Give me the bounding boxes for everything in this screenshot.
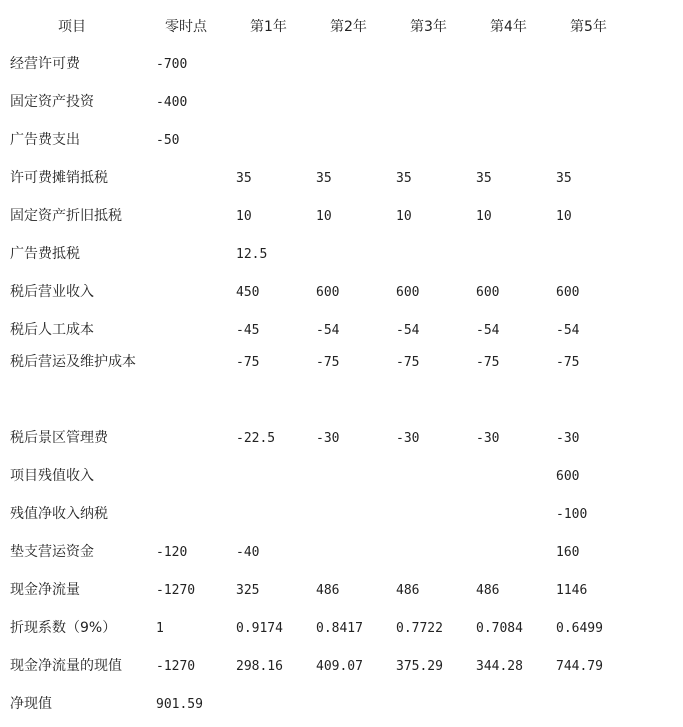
cell-year-0: -50 — [156, 132, 180, 148]
cell-year-3: -75 — [396, 355, 420, 370]
table-row — [0, 273, 683, 311]
cell-year-3 — [388, 235, 468, 273]
cell-year-4: 486 — [476, 582, 500, 598]
cell-year-0: -700 — [156, 56, 188, 72]
cell-year-0: 901.59 — [156, 696, 203, 712]
cell-year-1: 298.16 — [236, 658, 283, 674]
cell-year-5 — [548, 685, 683, 723]
cell-year-5: 600 — [556, 284, 580, 300]
cell-year-3: -54 — [396, 322, 420, 338]
row-label: 广告费抵税 — [10, 246, 80, 262]
cell-year-5: -100 — [556, 506, 588, 522]
row-label: 折现系数（9%） — [10, 620, 117, 636]
cell-year-0 — [148, 457, 228, 495]
header-row — [0, 7, 683, 45]
table-row — [0, 45, 683, 83]
cell-year-3: 600 — [396, 284, 420, 300]
cell-year-2: 10 — [316, 208, 332, 224]
cell-year-2 — [308, 121, 388, 159]
table-row — [0, 419, 683, 457]
cell-year-4 — [468, 685, 548, 723]
header-year-2: 第2年 — [330, 19, 367, 35]
header-year-4: 第4年 — [490, 19, 527, 35]
cell-year-0: -120 — [156, 544, 188, 560]
cell-year-4 — [468, 457, 548, 495]
row-label: 经营许可费 — [10, 56, 80, 72]
cell-year-2 — [308, 495, 388, 533]
cell-year-3 — [388, 45, 468, 83]
cell-year-2 — [308, 533, 388, 571]
cell-year-2 — [308, 457, 388, 495]
cell-year-0 — [148, 197, 228, 235]
cell-year-2: 600 — [316, 284, 340, 300]
cell-year-5: 160 — [556, 544, 580, 560]
cell-year-5: 0.6499 — [556, 620, 603, 636]
table-row — [0, 495, 683, 533]
cell-year-0 — [148, 419, 228, 457]
cell-year-2 — [308, 45, 388, 83]
cell-year-5: 600 — [556, 468, 580, 484]
row-label: 固定资产折旧抵税 — [10, 208, 122, 224]
cell-year-1: -40 — [236, 544, 260, 560]
row-label: 税后景区管理费 — [10, 430, 108, 446]
cell-year-4 — [468, 495, 548, 533]
row-label: 项目残值收入 — [10, 468, 94, 484]
cell-year-4 — [468, 45, 548, 83]
cell-year-2: -54 — [316, 322, 340, 338]
cell-year-3 — [388, 533, 468, 571]
header-item: 项目 — [58, 19, 86, 35]
cell-year-0: 1 — [156, 620, 164, 636]
cell-year-2 — [308, 83, 388, 121]
cell-year-4 — [468, 533, 548, 571]
row-label: 净现值 — [10, 696, 52, 712]
cell-year-4: -75 — [476, 355, 500, 370]
cell-year-1: 35 — [236, 170, 252, 186]
cell-year-1: -75 — [236, 355, 260, 370]
cell-year-2: 0.8417 — [316, 620, 363, 636]
cell-year-4: -30 — [476, 430, 500, 446]
cell-year-1: -45 — [236, 322, 260, 338]
cell-year-0 — [148, 273, 228, 311]
row-label: 残值净收入纳税 — [10, 506, 108, 522]
cell-year-0: -1270 — [156, 582, 196, 598]
table-row — [0, 159, 683, 197]
table-row — [0, 121, 683, 159]
cell-year-0: -400 — [156, 94, 188, 110]
cell-year-5: -54 — [556, 322, 580, 338]
cell-year-3: 35 — [396, 170, 412, 186]
cell-year-5: 1146 — [556, 582, 588, 598]
cell-year-3: -30 — [396, 430, 420, 446]
row-label: 固定资产投资 — [10, 94, 94, 110]
cell-year-4: 35 — [476, 170, 492, 186]
header-year-1: 第1年 — [250, 19, 287, 35]
row-label: 税后营运及维护成本 — [10, 354, 136, 370]
table-row — [0, 235, 683, 273]
cell-year-5: 744.79 — [556, 658, 603, 674]
cell-year-5: 10 — [556, 208, 572, 224]
cell-year-1: -22.5 — [236, 430, 276, 446]
cell-year-1: 10 — [236, 208, 252, 224]
cell-year-3 — [388, 495, 468, 533]
cell-year-2 — [308, 235, 388, 273]
cell-year-1 — [228, 495, 308, 533]
cell-year-3 — [388, 121, 468, 159]
table-row — [0, 647, 683, 685]
cell-year-3 — [388, 457, 468, 495]
table-row — [0, 609, 683, 647]
cell-year-3 — [388, 83, 468, 121]
header-year-0: 零时点 — [165, 19, 207, 35]
cell-year-4: 0.7084 — [476, 620, 523, 636]
table-row — [0, 571, 683, 609]
cell-year-5: -75 — [556, 355, 580, 370]
cash-flow-table — [0, 7, 683, 723]
cell-year-2: -30 — [316, 430, 340, 446]
cell-year-2: 486 — [316, 582, 340, 598]
cell-year-4: 344.28 — [476, 658, 523, 674]
row-label: 税后营业收入 — [10, 284, 94, 300]
cell-year-3: 375.29 — [396, 658, 443, 674]
cell-year-1: 0.9174 — [236, 620, 283, 636]
cell-year-4 — [468, 121, 548, 159]
cell-year-3 — [388, 685, 468, 723]
cell-year-4: 10 — [476, 208, 492, 224]
table-row — [0, 197, 683, 235]
cell-year-3: 10 — [396, 208, 412, 224]
row-label: 许可费摊销抵税 — [10, 170, 108, 186]
cell-year-1: 450 — [236, 284, 260, 300]
cell-year-2: -75 — [316, 355, 340, 370]
cell-year-2: 35 — [316, 170, 332, 186]
cell-year-0 — [148, 349, 228, 419]
cell-year-0: -1270 — [156, 658, 196, 674]
cell-year-5: -30 — [556, 430, 580, 446]
cell-year-5: 35 — [556, 170, 572, 186]
table-row — [0, 83, 683, 121]
table-row — [0, 311, 683, 349]
cell-year-2 — [308, 685, 388, 723]
cell-year-5 — [548, 235, 683, 273]
cell-year-1 — [228, 685, 308, 723]
cell-year-0 — [148, 311, 228, 349]
table-row — [0, 685, 683, 723]
cell-year-1 — [228, 83, 308, 121]
cell-year-1: 12.5 — [236, 246, 268, 262]
header-year-5: 第5年 — [570, 19, 607, 35]
row-label: 现金净流量的现值 — [10, 658, 122, 674]
cell-year-4: -54 — [476, 322, 500, 338]
cell-year-4 — [468, 235, 548, 273]
cell-year-1 — [228, 457, 308, 495]
header-year-3: 第3年 — [410, 19, 447, 35]
row-label: 广告费支出 — [10, 132, 80, 148]
cell-year-0 — [148, 159, 228, 197]
table-row — [0, 457, 683, 495]
cell-year-1 — [228, 121, 308, 159]
cell-year-1 — [228, 45, 308, 83]
cell-year-3: 486 — [396, 582, 420, 598]
table-row — [0, 533, 683, 571]
row-label: 税后人工成本 — [10, 322, 94, 338]
cell-year-5 — [548, 121, 683, 159]
cell-year-3: 0.7722 — [396, 620, 443, 636]
cell-year-4: 600 — [476, 284, 500, 300]
cell-year-5 — [548, 83, 683, 121]
table-row — [0, 349, 683, 419]
cell-year-5 — [548, 45, 683, 83]
cell-year-0 — [148, 495, 228, 533]
row-label: 垫支营运资金 — [10, 544, 94, 560]
cell-year-1: 325 — [236, 582, 260, 598]
cell-year-4 — [468, 83, 548, 121]
row-label: 现金净流量 — [10, 582, 80, 598]
cell-year-2: 409.07 — [316, 658, 363, 674]
cell-year-0 — [148, 235, 228, 273]
